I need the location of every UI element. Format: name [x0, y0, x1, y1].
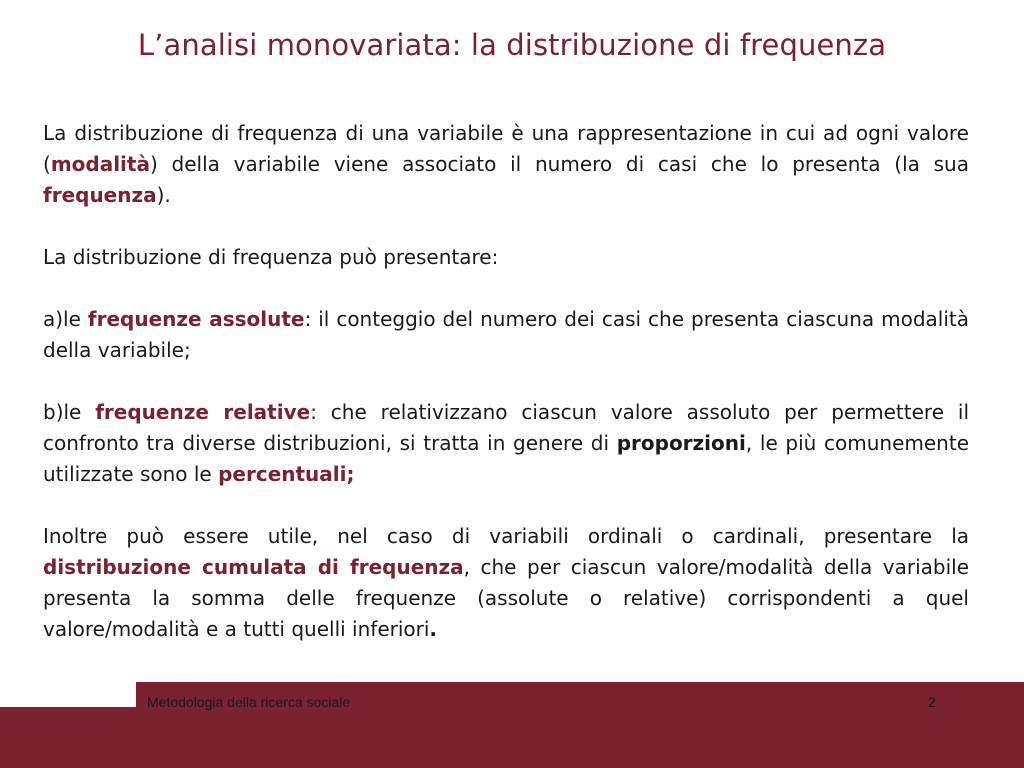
term-percentuali: percentuali; [218, 462, 355, 486]
paragraph-period: . [429, 617, 438, 641]
paragraph-text: ). [156, 183, 171, 207]
paragraph-text: b)le [43, 400, 96, 424]
paragraph-cumulative [43, 521, 969, 645]
paragraph-text: La distribuzione di frequenza di una variabile è una rappresentazione in cui ad ogni valore ( [43, 121, 969, 176]
term-modalita: modalità [50, 152, 150, 176]
slide-title: L’analisi monovariata: la distribuzione di frequenza [137, 28, 887, 62]
term-proporzioni: proporzioni [616, 431, 746, 455]
paragraph-text: : che relativizzano ciascun valore assoluto per permettere il confronto tra diverse distribuzioni, si tratta in genere di [43, 400, 969, 455]
paragraph-text: , le più comunemente utilizzate sono le [43, 431, 969, 486]
slide-body [43, 118, 969, 676]
paragraph-absolute [43, 304, 969, 366]
term-frequenza: frequenza [43, 183, 157, 207]
page-number: 2 [928, 694, 936, 710]
term-frequenze-relative: frequenze relative [95, 400, 311, 424]
paragraph-text: Inoltre può essere utile, nel caso di variabili ordinali o cardinali, presentare la [43, 524, 969, 548]
paragraph-text: : il conteggio del numero dei casi che presenta ciascuna modalità della variabile; [43, 307, 969, 362]
footer-course-title: Metodologia della ricerca sociale [147, 694, 351, 710]
paragraph-intro [43, 242, 969, 273]
paragraph-definition [43, 118, 969, 211]
term-frequenze-assolute: frequenze assolute [87, 307, 305, 331]
paragraph-relative [43, 397, 969, 490]
term-distribuzione-cumulata: distribuzione cumulata di frequenza [43, 555, 464, 579]
paragraph-text: La distribuzione di frequenza può presentare: [43, 245, 499, 269]
paragraph-text: , che per ciascun valore/modalità della variabile presenta la somma delle frequenze (assolute o relative) corrispondenti a quel valore/modalità e a tutti quelli inferiori [43, 555, 969, 641]
paragraph-text: ) della variabile viene associato il numero di casi che lo presenta (la sua [149, 152, 969, 176]
paragraph-text: a)le [43, 307, 88, 331]
